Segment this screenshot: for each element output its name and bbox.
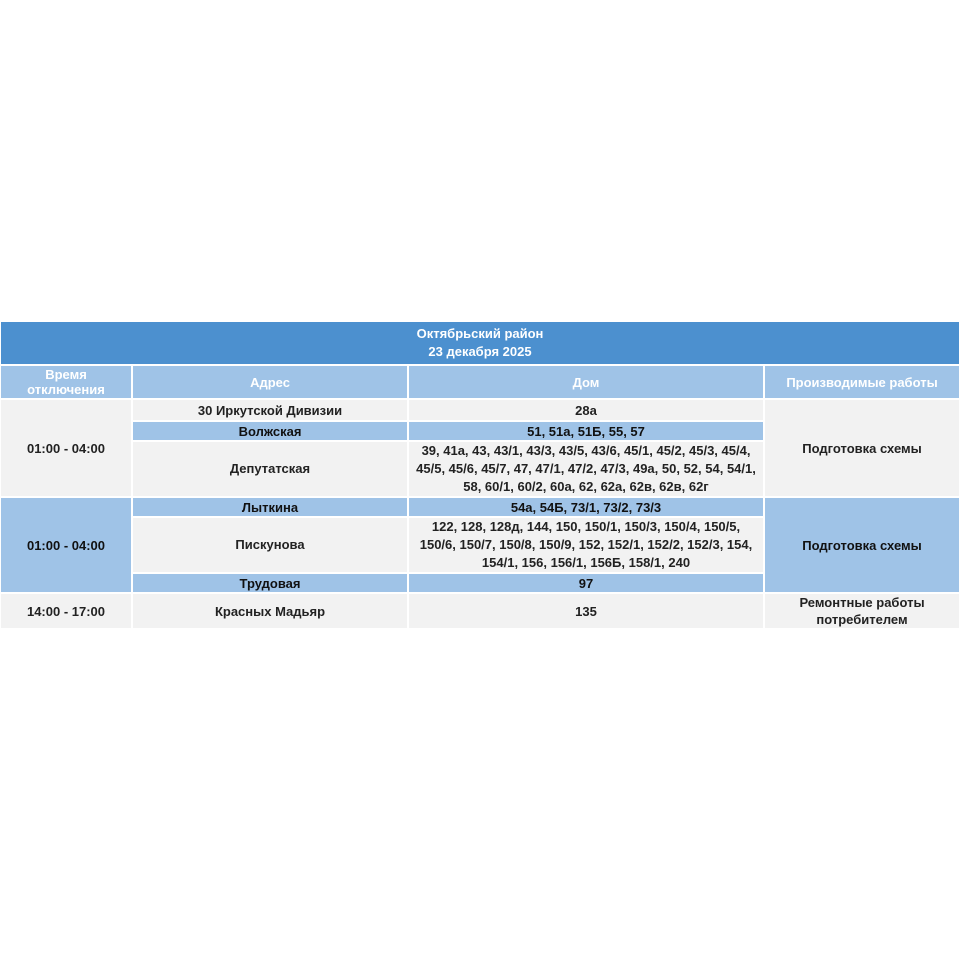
street-name: Волжская: [133, 422, 407, 440]
street-name: Трудовая: [133, 574, 407, 592]
work-description: Подготовка схемы: [765, 498, 959, 592]
outage-time: 01:00 - 04:00: [1, 498, 131, 592]
house-numbers: 39, 41а, 43, 43/1, 43/3, 43/5, 43/6, 45/1, 45/2, 45/3, 45/4, 45/5, 45/6, 45/7, 47, 47/1, 47/2, 47/3, 49а, 50, 52, 54, 54/1, 58, 60/1, 60/2, 60а, 62, 62а, 62в, 62в, 62г: [409, 442, 763, 496]
house-numbers: 97: [409, 574, 763, 592]
house-numbers: 51, 51а, 51Б, 55, 57: [409, 422, 763, 440]
table-title: [1, 322, 959, 364]
header-address: Адрес: [133, 366, 407, 398]
house-numbers: 54а, 54Б, 73/1, 73/2, 73/3: [409, 498, 763, 516]
house-numbers: 28а: [409, 400, 763, 420]
table-row: [1, 400, 959, 420]
header-house: Дом: [409, 366, 763, 398]
header-work: Производимые работы: [765, 366, 959, 398]
table-row: [1, 498, 959, 516]
table-row: [1, 594, 959, 628]
district-name: Октябрьский район: [416, 326, 544, 341]
house-numbers: 135: [409, 594, 763, 628]
title-row: [1, 322, 959, 364]
outage-time: 01:00 - 04:00: [1, 400, 131, 496]
outage-date: 23 декабря 2025: [428, 344, 532, 359]
work-description: Подготовка схемы: [765, 400, 959, 496]
outage-table: [0, 320, 960, 630]
street-name: 30 Иркутской Дивизии: [133, 400, 407, 420]
street-name: Лыткина: [133, 498, 407, 516]
header-time: Время отключения: [1, 366, 131, 398]
work-description: Ремонтные работы потребителем: [765, 594, 959, 628]
outage-time: 14:00 - 17:00: [1, 594, 131, 628]
street-name: Депутатская: [133, 442, 407, 496]
outage-schedule: [0, 320, 960, 630]
house-numbers: 122, 128, 128д, 144, 150, 150/1, 150/3, 150/4, 150/5, 150/6, 150/7, 150/8, 150/9, 152, 152/1, 152/2, 152/3, 154, 154/1, 156, 156/1, 156Б, 158/1, 240: [409, 518, 763, 572]
header-row: [1, 366, 959, 398]
street-name: Красных Мадьяр: [133, 594, 407, 628]
street-name: Пискунова: [133, 518, 407, 572]
